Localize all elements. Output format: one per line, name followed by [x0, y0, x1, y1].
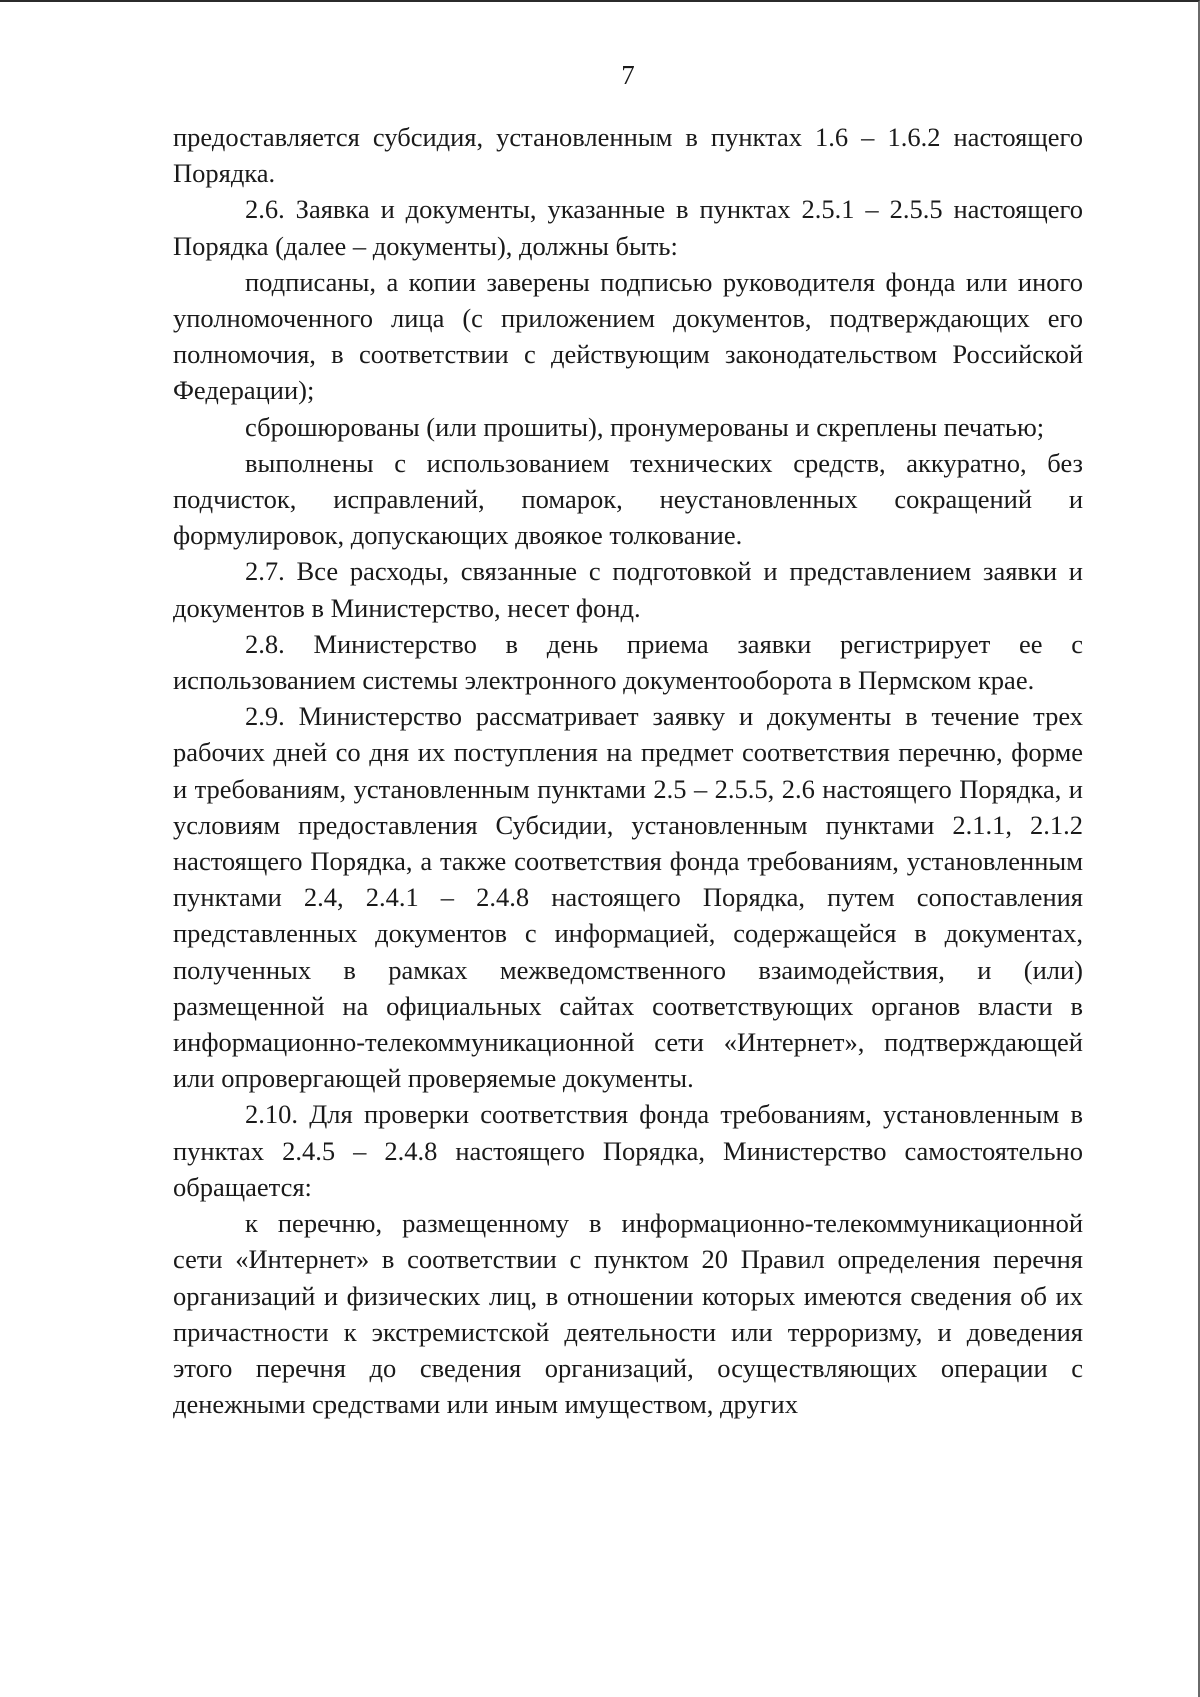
document-body — [173, 119, 1083, 1422]
paragraph-2-9: 2.9. Министерство рассматривает заявку и документы в течение трех рабочих дней со дня их поступления на предмет соответствия перечню, форме и требованиям, установленным пунктами 2.5 – 2.5.5, 2.6 настоящего Порядка, и условиям предоставления Субсидии, установленным пунктами 2.1.1, 2.1.2 настоящего Порядка, а также соответствия фонда требованиям, установленным пунктами 2.4, 2.4.1 – 2.4.8 настоящего Порядка, путем сопоставления представленных документов с информацией, содержащейся в документах, полученных в рамках межведомственного взаимодействия, и (или) размещенной на официальных сайтах соответствующих органов власти в информационно-телекоммуникационной сети «Интернет», подтверждающей или опровергающей проверяемые документы. — [173, 701, 1083, 1094]
paragraph-2-6: 2.6. Заявка и документы, указанные в пунктах 2.5.1 – 2.5.5 настоящего Порядка (далее – документы), должны быть: — [173, 194, 1083, 261]
paragraph-2-10: 2.10. Для проверки соответствия фонда требованиям, установленным в пунктах 2.4.5 – 2.4.8 настоящего Порядка, Министерство самостоятельно обращается: — [173, 1099, 1083, 1202]
paragraph-bound: сброшюрованы (или прошиты), пронумерованы и скреплены печатью; — [245, 411, 1045, 442]
paragraph-executed: выполнены с использованием технических средств, аккуратно, без подчисток, исправлений, помарок, неустановленных сокращений и формулировок, допускающих двоякое толкование. — [173, 447, 1083, 551]
paragraph-continuation: предоставляется субсидия, установленным в пунктах 1.6 – 1.6.2 настоящего Порядка. — [173, 122, 1083, 189]
paragraph-list-reference: к перечню, размещенному в информационно-телекоммуникационной сети «Интернет» в соответствии с пунктом 20 Правил определения перечня организаций и физических лиц, в отношении которых имеются сведения об их причастности к экстремистской деятельности или терроризму, и доведения этого перечня до сведения организаций, осуществляющих операции с денежными средствами или иным имуществом, других — [173, 1208, 1083, 1420]
paragraph-2-8: 2.8. Министерство в день приема заявки регистрирует ее с использованием системы электронного документооборота в Пермском крае. — [173, 628, 1083, 696]
paragraph-2-7: 2.7. Все расходы, связанные с подготовкой и представлением заявки и документов в Министерство, несет фонд. — [173, 556, 1083, 623]
paragraph-signed: подписаны, а копии заверены подписью руководителя фонда или иного уполномоченного лица (с приложением документов, подтверждающих его полномочия, в соответствии с действующим законодательством Российской Федерации); — [173, 266, 1083, 406]
page-number: 7 — [621, 60, 635, 90]
